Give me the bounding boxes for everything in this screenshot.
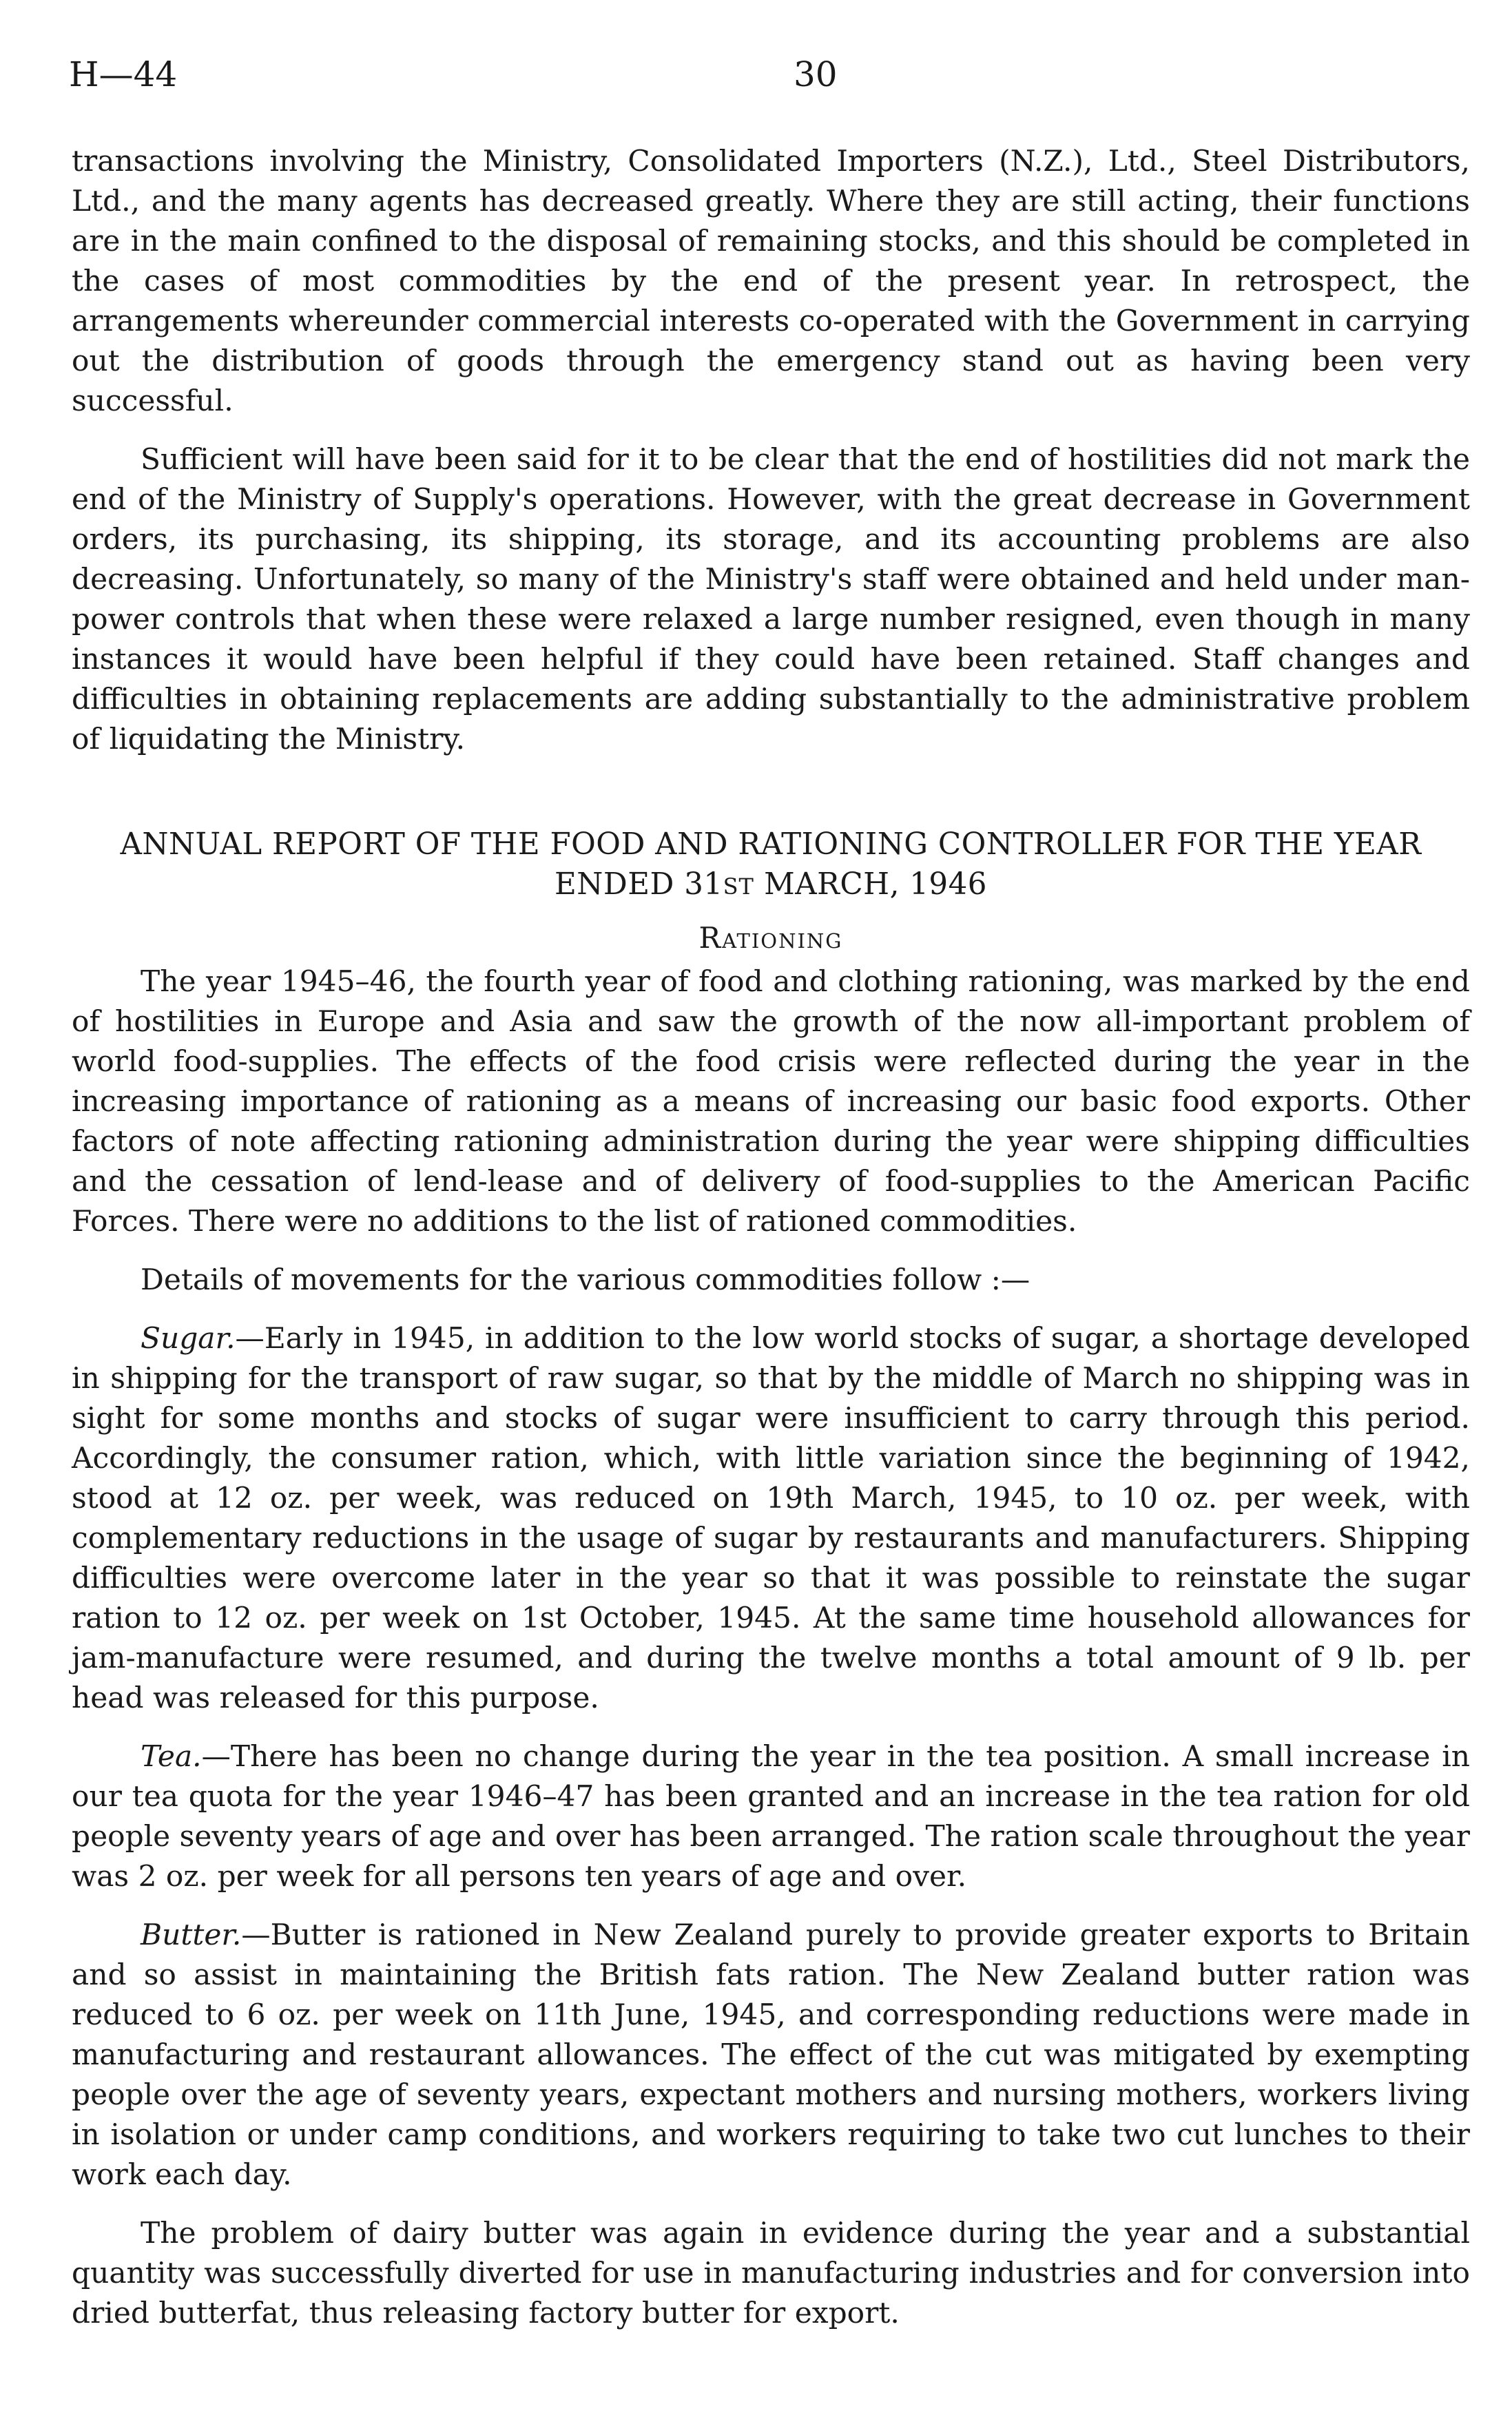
intro-paragraph-1: transactions involving the Ministry, Consolidated Importers (N.Z.), Ltd., Steel Distributors, Ltd., and the many agents has decreased greatly. Where they are still acting, their functions are in the main confined to the disposal of remaining stocks, and this should be completed in the cases of most commodities by the end of the present year. In retrospect, the arrangements whereunder commercial interests co-operated with the Government in carrying out the distribution of goods through the emergency stand out as having been very successful. [72, 144, 1470, 417]
report-title: ANNUAL REPORT OF THE FOOD AND RATIONING CONTROLLER FOR THE YEAR ENDED 31ST MARCH, 1946 [120, 827, 1422, 902]
commodity-name: Tea. [141, 1739, 202, 1773]
intro-paragraph-2: Sufficient will have been said for it to be clear that the end of hostilities did not mark the end of the Ministry of Supply's operations. However, with the great decrease in Government orders, its purchasing, its shipping, its storage, and its accounting problems are also decreasing. Unfortunately, so many of the Ministry's staff were obtained and held under man-power controls that when these were relaxed a large number resigned, even though in many instances it would have been helpful if they could have been retained. Staff changes and difficulties in obtaining replacements are adding substantially to the administrative problem of liquidating the Ministry. [72, 442, 1470, 756]
page-header [69, 54, 1471, 109]
closing-paragraph: The problem of dairy butter was again in evidence during the year and a substantial quantity was successfully diverted for use in manufacturing industries and for conversion into dried butterfat, thus releasing factory butter for export. [72, 2216, 1470, 2330]
commodity-name: Butter. [141, 1918, 242, 1951]
commodity-paragraph-butter: Butter.—Butter is rationed in New Zealand purely to provide greater exports to Britain and so assist in maintaining the British fats ration. The New Zealand butter ration was reduced to 6 oz. per week on 11th June, 1945, and corresponding reductions were made in manufacturing and restaurant allowances. The effect of the cut was mitigated by exempting people over the age of seventy years, expectant mothers and nursing mothers, workers living in isolation or under camp conditions, and workers requiring to take two cut lunches to their work each day. [72, 1918, 1470, 2191]
section-spacer [72, 778, 1470, 825]
document-reference: H—44 [69, 54, 178, 94]
commodity-paragraph-tea: Tea.—There has been no change during the year in the tea position. A small increase in our tea quota for the year 1946–47 has been granted and an increase in the tea ration for old people seventy years of age and over has been arranged. The ration scale throughout the year was 2 oz. per week for all persons ten years of age and over. [72, 1739, 1470, 1893]
commodity-name: Sugar. [141, 1321, 236, 1355]
commodity-paragraph-sugar: Sugar.—Early in 1945, in addition to the low world stocks of sugar, a shortage developed in shipping for the transport of raw sugar, so that by the middle of March no shipping was in sight for some months and stocks of sugar were insufficient to carry through this period. Accordingly, the consumer ration, which, with little variation since the beginning of 1942, stood at 12 oz. per week, was reduced on 19th March, 1945, to 10 oz. per week, with complementary reductions in the usage of sugar by restaurants and manufacturers. Shipping difficulties were overcome later in the year so that it was possible to reinstate the sugar ration to 12 oz. per week on 1st October, 1945. At the same time household allowances for jam-manufacture were resumed, and during the twelve months a total amount of 9 lb. per head was released for this purpose. [72, 1321, 1470, 1714]
page-body [72, 141, 1470, 2352]
details-intro-paragraph: Details of movements for the various commodities follow :— [141, 1263, 1031, 1296]
section-heading-rationing: Rationing [698, 921, 843, 955]
page-number: 30 [794, 54, 838, 94]
rationing-overview-paragraph: The year 1945–46, the fourth year of food and clothing rationing, was marked by the end of hostilities in Europe and Asia and saw the growth of the now all-important problem of world food-supplies. The effects of the food crisis were reflected during the year in the increasing importance of rationing as a means of increasing our basic food exports. Other factors of note affecting rationing administration during the year were shipping difficulties and the cessation of lend-lease and of delivery of food-supplies to the American Pacific Forces. There were no additions to the list of rationed commodities. [72, 964, 1470, 1238]
ordinal-suffix: ST [723, 873, 754, 900]
